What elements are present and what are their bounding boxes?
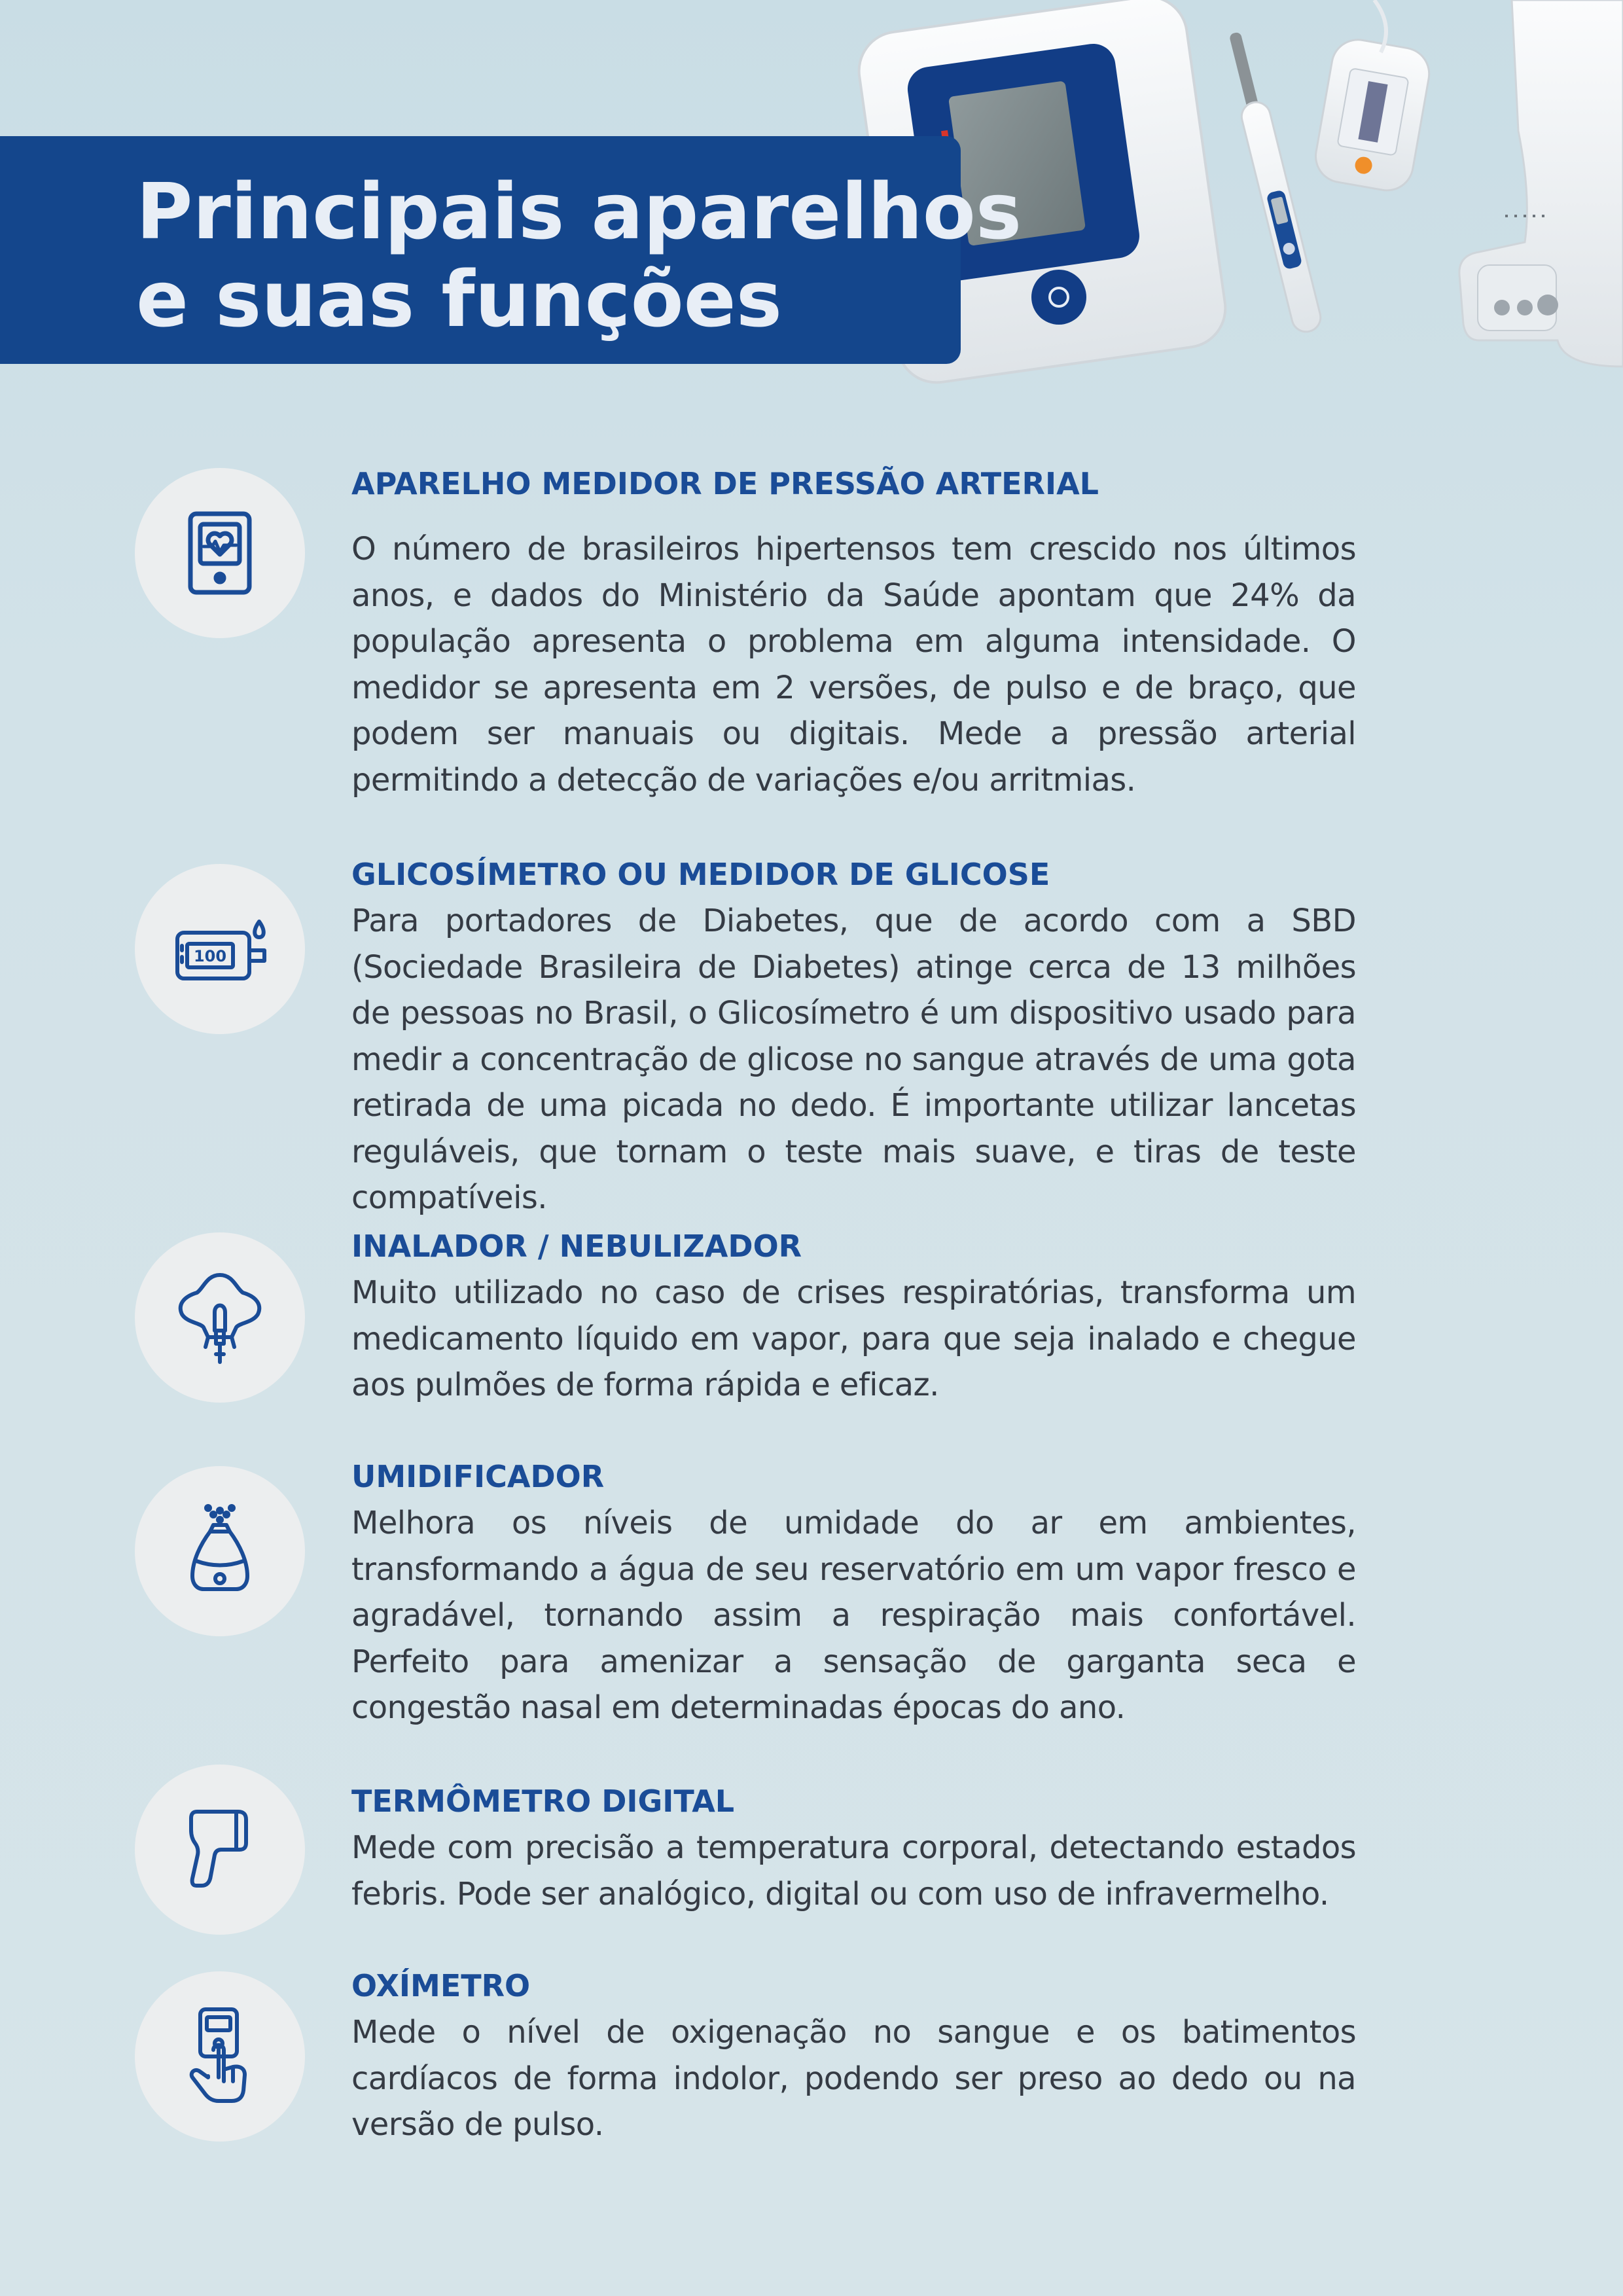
item-title: APARELHO MEDIDOR DE PRESSÃO ARTERIAL (351, 466, 1099, 501)
infrared-thermometer-icon (135, 1765, 305, 1935)
page-title-line-2: e suas funções (136, 254, 782, 344)
hero-banner (0, 0, 1623, 406)
item-description: Para portadores de Diabetes, que de acordo com a SBD (Sociedade Brasileira de Diabetes) atinge cerca de 13 milhões de pessoas no Brasil, o Glicosímetro é um dispositivo usado para medir a concentração de glicose no sangue através de uma gota retirada de uma picada no dedo. É importante utilizar lancetas reguláveis, que tornam o teste mais suave, e tiras de teste compatíveis. (351, 903, 1356, 1216)
item-title: INALADOR / NEBULIZADOR (351, 1229, 802, 1264)
page-title (136, 168, 1022, 343)
item-description: Muito utilizado no caso de crises respiratórias, transforma um medicamento líquido em vapor, para que seja inalado e chegue aos pulmões de forma rápida e eficaz. (351, 1274, 1356, 1403)
item-title: UMIDIFICADOR (351, 1459, 605, 1494)
glucometer-display-text: 100 (193, 947, 227, 965)
pulse-oximeter-icon (135, 1971, 305, 2142)
page-title-line-1: Principais aparelhos (136, 166, 1022, 257)
nebulizer-mask-icon (135, 1232, 305, 1403)
item-title: OXÍMETRO (351, 1968, 531, 2003)
item-description: Mede com precisão a temperatura corporal, detectando estados febris. Pode ser analógico, digital ou com uso de infravermelho. (351, 1829, 1356, 1912)
item-description: O número de brasileiros hipertensos tem crescido nos últimos anos, e dados do Ministério da Saúde apontam que 24% da população apresenta o problema em alguma intensidade. O medidor se apresenta em 2 versões, de pulso e de braço, que podem ser manuais ou digitais. Mede a pressão arterial permitindo a detecção de variações e/ou arritmias. (351, 531, 1356, 798)
humidifier-icon (135, 1466, 305, 1636)
item-description: Melhora os níveis de umidade do ar em ambientes, transformando a água de seu reservatório em um vapor fresco e agradável, tornando assim a respiração mais confortável. Perfeito para amenizar a sensação de garganta seca e congestão nasal em determinadas épocas do ano. (351, 1505, 1356, 1726)
item-title: GLICOSÍMETRO OU MEDIDOR DE GLICOSE (351, 857, 1050, 892)
item-title: TERMÔMETRO DIGITAL (351, 1784, 735, 1819)
blood-pressure-monitor-icon (135, 468, 305, 638)
item-description: Mede o nível de oxigenação no sangue e os batimentos cardíacos de forma indolor, podendo ser preso ao dedo ou na versão de pulso. (351, 2014, 1356, 2143)
glucometer-icon (135, 864, 305, 1034)
